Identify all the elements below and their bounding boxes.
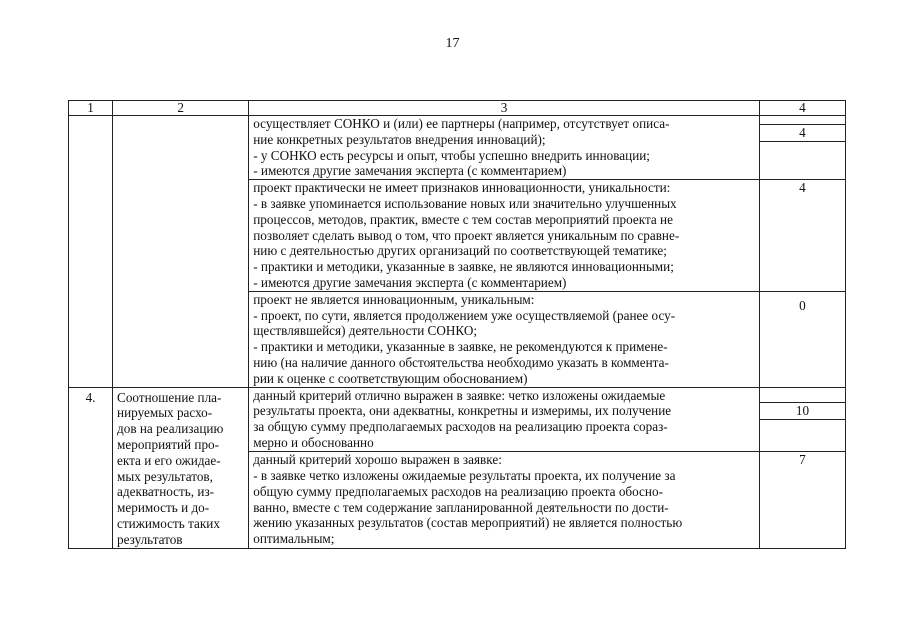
criterion-text bbox=[249, 180, 760, 292]
name-line: екта и его ожидае- bbox=[117, 452, 221, 468]
text-line: позволяет сделать вывод о том, что проект является уникальным по сравне- bbox=[253, 227, 680, 243]
header-col-2: 2 bbox=[113, 101, 249, 116]
text-line: данный критерий отлично выражен в заявке: четко изложены ожидаемые bbox=[253, 387, 666, 403]
text-line: мерно и обоснованно bbox=[253, 434, 374, 450]
text-line: ванно, вместе с тем содержание запланированной деятельности по дости- bbox=[253, 499, 669, 515]
criterion-text bbox=[249, 116, 760, 180]
text-line: жению указанных результатов (состав мероприятий) не является полностью bbox=[253, 515, 683, 531]
criterion-number: 4. bbox=[69, 387, 113, 548]
name-line: меримость и до- bbox=[117, 500, 210, 516]
text-line: - практики и методики, указанные в заявке, не рекомендуются к примене- bbox=[253, 339, 668, 355]
score-value: 7 bbox=[799, 452, 806, 468]
header-col-4: 4 bbox=[759, 101, 845, 116]
score-value: 4 bbox=[799, 180, 806, 196]
score-value: 0 bbox=[799, 297, 806, 313]
score-cell bbox=[759, 116, 845, 180]
criterion-text bbox=[249, 452, 760, 548]
name-line: мероприятий про- bbox=[117, 436, 220, 452]
name-line: мых результатов, bbox=[117, 468, 213, 484]
text-line: процессов, методов, практик, вместе с тем состав мероприятий проекта не bbox=[253, 211, 673, 227]
header-col-1: 1 bbox=[69, 101, 113, 116]
page-number: 17 bbox=[445, 36, 460, 51]
text-line: проект практически не имеет признаков инновационности, уникальности: bbox=[253, 180, 671, 196]
text-line: общую сумму предполагаемых расходов на реализацию проекта обосно- bbox=[253, 483, 663, 499]
text-line: осуществляет СОНКО и (или) ее партнеры (например, отсутствует описа- bbox=[253, 116, 670, 131]
table-row bbox=[69, 116, 846, 180]
name-line: результатов bbox=[117, 531, 183, 547]
text-line: рии к оценке с соответствующим обоснованием) bbox=[253, 370, 528, 386]
criteria-table bbox=[68, 100, 846, 549]
score-cell bbox=[759, 387, 845, 452]
text-line: - практики и методики, указанные в заявке, не являются инновационными; bbox=[253, 259, 674, 275]
score-value: 10 bbox=[760, 402, 845, 420]
text-line: ние конкретных результатов внедрения инноваций); bbox=[253, 131, 546, 147]
score-value: 4 bbox=[760, 124, 845, 142]
text-line: - имеются другие замечания эксперта (с комментарием) bbox=[253, 274, 567, 290]
text-line: - в заявке упоминается использование новых или значительно улучшенных bbox=[253, 195, 677, 211]
table-row bbox=[69, 387, 846, 452]
text-line: нию с деятельностью других организаций по соответствующей тематике; bbox=[253, 243, 667, 259]
text-line: ществлявшейся) деятельности СОНКО; bbox=[253, 323, 478, 339]
number-cell-empty bbox=[69, 116, 113, 388]
score-cell bbox=[759, 180, 845, 292]
text-line: - имеются другие замечания эксперта (с комментарием) bbox=[253, 163, 567, 179]
name-line: нируемых расхо- bbox=[117, 405, 213, 421]
score-cell bbox=[759, 452, 845, 548]
criterion-text bbox=[249, 387, 760, 452]
text-line: - проект, по сути, является продолжением уже осуществляемой (ранее осу- bbox=[253, 307, 676, 323]
text-line: данный критерий хорошо выражен в заявке: bbox=[253, 452, 502, 468]
criterion-name bbox=[113, 387, 249, 548]
text-line: нию (на наличие данного обстоятельства необходимо указать в коммента- bbox=[253, 354, 669, 370]
name-line: адекватность, из- bbox=[117, 484, 215, 500]
text-line: за общую сумму предполагаемых расходов на реализацию проекта сораз- bbox=[253, 419, 668, 435]
name-cell-empty bbox=[113, 116, 249, 388]
name-line: стижимость таких bbox=[117, 515, 220, 531]
name-line: Соотношение пла- bbox=[117, 389, 222, 405]
text-line: - в заявке четко изложены ожидаемые результаты проекта, их получение за bbox=[253, 467, 676, 483]
text-line: - у СОНКО есть ресурсы и опыт, чтобы успешно внедрить инновации; bbox=[253, 147, 650, 163]
table-header-row bbox=[69, 101, 846, 116]
header-col-3: 3 bbox=[249, 101, 760, 116]
text-line: результаты проекта, они адекватны, конкретны и измеримы, их получение bbox=[253, 403, 672, 419]
score-cell bbox=[759, 291, 845, 387]
text-line: проект не является инновационным, уникальным: bbox=[253, 291, 535, 307]
criterion-text bbox=[249, 291, 760, 387]
name-line: дов на реализацию bbox=[117, 421, 224, 437]
text-line: оптимальным; bbox=[253, 531, 335, 547]
